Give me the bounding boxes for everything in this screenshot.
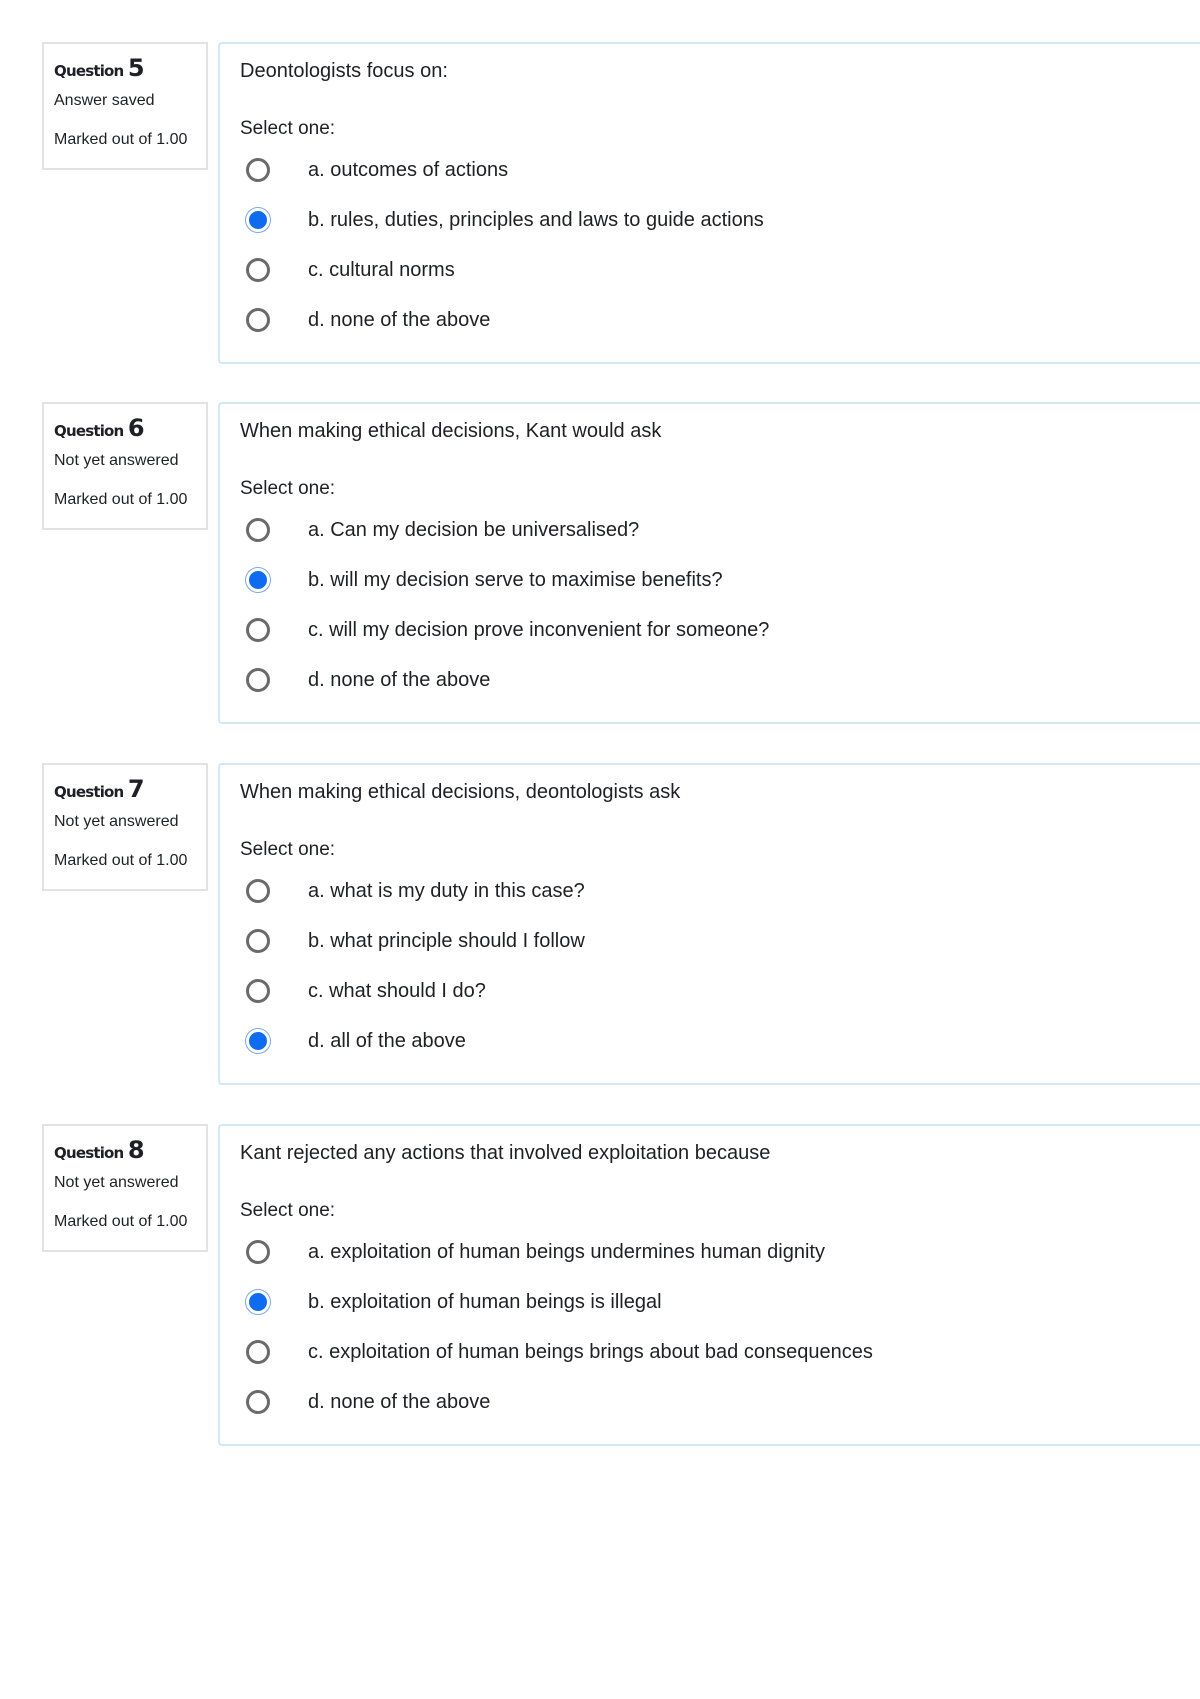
radio-button[interactable] bbox=[246, 1390, 270, 1414]
option-label[interactable]: b. what principle should I follow bbox=[308, 930, 585, 952]
radio-button[interactable] bbox=[246, 258, 270, 282]
radio-button[interactable] bbox=[246, 929, 270, 953]
answer-option[interactable] bbox=[240, 916, 1200, 966]
answer-option[interactable] bbox=[240, 966, 1200, 1016]
answer-option[interactable] bbox=[240, 655, 1200, 705]
question-number bbox=[54, 1138, 196, 1165]
radio-button[interactable] bbox=[246, 879, 270, 903]
answer-option[interactable] bbox=[240, 1227, 1200, 1277]
question-text: Deontologists focus on: bbox=[240, 60, 448, 82]
answer-option[interactable] bbox=[240, 505, 1200, 555]
answer-option[interactable] bbox=[240, 605, 1200, 655]
question-info bbox=[42, 1124, 208, 1252]
question-text: Kant rejected any actions that involved exploitation because bbox=[240, 1142, 771, 1164]
option-label[interactable]: b. rules, duties, principles and laws to guide actions bbox=[308, 209, 764, 231]
question-number bbox=[54, 416, 196, 443]
select-one-prompt: Select one: bbox=[240, 478, 336, 499]
option-label[interactable]: c. what should I do? bbox=[308, 980, 486, 1002]
question-block-8 bbox=[0, 1124, 1200, 1454]
answer-option[interactable] bbox=[240, 245, 1200, 295]
answer-options bbox=[240, 145, 1200, 345]
radio-button[interactable] bbox=[246, 568, 270, 592]
answer-option[interactable] bbox=[240, 1016, 1200, 1066]
question-state: Not yet answered bbox=[54, 452, 179, 469]
radio-button[interactable] bbox=[246, 979, 270, 1003]
question-number-value: 5 bbox=[127, 54, 145, 82]
question-text: When making ethical decisions, Kant would ask bbox=[240, 420, 662, 442]
answer-option[interactable] bbox=[240, 1327, 1200, 1377]
radio-button[interactable] bbox=[246, 158, 270, 182]
answer-option[interactable] bbox=[240, 866, 1200, 916]
answer-options bbox=[240, 1227, 1200, 1427]
answer-options bbox=[240, 866, 1200, 1066]
question-grade: Marked out of 1.00 bbox=[54, 852, 188, 869]
radio-button[interactable] bbox=[246, 1340, 270, 1364]
question-content bbox=[218, 42, 1200, 364]
question-number-value: 7 bbox=[127, 775, 145, 803]
option-label[interactable]: b. exploitation of human beings is illegal bbox=[308, 1291, 662, 1313]
option-label[interactable]: a. exploitation of human beings undermines human dignity bbox=[308, 1241, 825, 1263]
option-label[interactable]: c. will my decision prove inconvenient for someone? bbox=[308, 619, 770, 641]
answer-options bbox=[240, 505, 1200, 705]
select-one-prompt: Select one: bbox=[240, 839, 336, 860]
question-text: When making ethical decisions, deontologists ask bbox=[240, 781, 681, 803]
option-label[interactable]: b. will my decision serve to maximise benefits? bbox=[308, 569, 723, 591]
question-block-5 bbox=[0, 42, 1200, 372]
option-label[interactable]: d. none of the above bbox=[308, 1391, 491, 1413]
radio-button[interactable] bbox=[246, 1240, 270, 1264]
question-block-6 bbox=[0, 402, 1200, 732]
question-content bbox=[218, 763, 1200, 1085]
question-state: Not yet answered bbox=[54, 813, 179, 830]
question-grade: Marked out of 1.00 bbox=[54, 131, 188, 148]
radio-button[interactable] bbox=[246, 668, 270, 692]
question-label: Question bbox=[54, 422, 124, 440]
select-one-prompt: Select one: bbox=[240, 118, 336, 139]
radio-button[interactable] bbox=[246, 1029, 270, 1053]
question-grade: Marked out of 1.00 bbox=[54, 491, 188, 508]
question-info bbox=[42, 42, 208, 170]
option-label[interactable]: c. cultural norms bbox=[308, 259, 455, 281]
question-number-value: 8 bbox=[127, 1136, 145, 1164]
question-state: Answer saved bbox=[54, 92, 155, 109]
question-number bbox=[54, 56, 196, 83]
answer-option[interactable] bbox=[240, 295, 1200, 345]
question-number-value: 6 bbox=[127, 414, 145, 442]
question-label: Question bbox=[54, 783, 124, 801]
answer-option[interactable] bbox=[240, 1377, 1200, 1427]
radio-button[interactable] bbox=[246, 308, 270, 332]
question-content bbox=[218, 402, 1200, 724]
question-state: Not yet answered bbox=[54, 1174, 179, 1191]
answer-option[interactable] bbox=[240, 555, 1200, 605]
radio-button[interactable] bbox=[246, 1290, 270, 1314]
option-label[interactable]: d. none of the above bbox=[308, 309, 491, 331]
option-label[interactable]: a. outcomes of actions bbox=[308, 159, 509, 181]
answer-option[interactable] bbox=[240, 145, 1200, 195]
question-info bbox=[42, 402, 208, 530]
option-label[interactable]: c. exploitation of human beings brings about bad consequences bbox=[308, 1341, 873, 1363]
option-label[interactable]: d. none of the above bbox=[308, 669, 491, 691]
answer-option[interactable] bbox=[240, 1277, 1200, 1327]
radio-button[interactable] bbox=[246, 518, 270, 542]
question-block-7 bbox=[0, 763, 1200, 1093]
radio-button[interactable] bbox=[246, 208, 270, 232]
question-info bbox=[42, 763, 208, 891]
answer-option[interactable] bbox=[240, 195, 1200, 245]
question-label: Question bbox=[54, 62, 124, 80]
question-label: Question bbox=[54, 1144, 124, 1162]
option-label[interactable]: d. all of the above bbox=[308, 1030, 466, 1052]
question-number bbox=[54, 777, 196, 804]
option-label[interactable]: a. what is my duty in this case? bbox=[308, 880, 585, 902]
question-content bbox=[218, 1124, 1200, 1446]
question-grade: Marked out of 1.00 bbox=[54, 1213, 188, 1230]
radio-button[interactable] bbox=[246, 618, 270, 642]
option-label[interactable]: a. Can my decision be universalised? bbox=[308, 519, 640, 541]
select-one-prompt: Select one: bbox=[240, 1200, 336, 1221]
